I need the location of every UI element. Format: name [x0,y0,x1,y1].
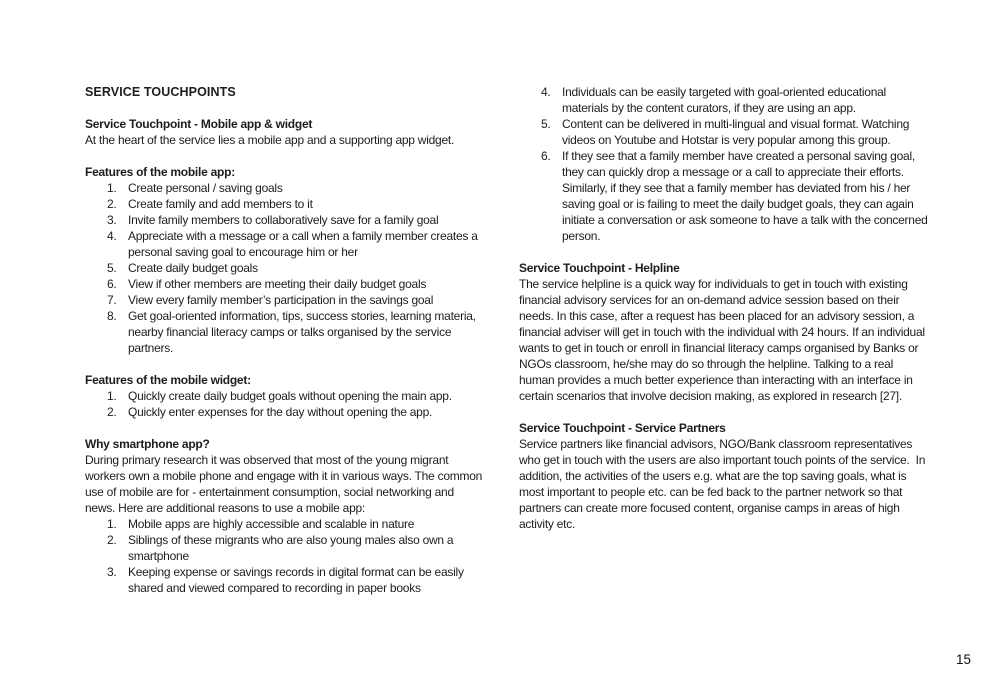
list-item-number: 1. [107,389,117,403]
list-item-text: View if other members are meeting their daily budget goals [128,277,427,291]
list-item-text: Get goal-oriented information, tips, success stories, learning materia, nearby financial literacy camps or talks organised by the service partners. [128,309,479,355]
list-item [85,516,487,532]
section-heading: Features of the mobile widget: [85,373,251,387]
section-body: Service partners like financial advisors, NGO/Bank classroom representatives who get in touch with the users are also important touch points of the service. In addition, the activities of the users e.g. what are the top saving goals, what is most important to people etc. can be fed back to the partner network so that partners can create more focused content, organise camps in areas of high activity etc. [519,437,929,531]
list-item [519,84,929,116]
features-widget-list [85,388,487,420]
list-item-number: 3. [107,565,117,579]
list-item [519,148,929,244]
list-item-number: 1. [107,517,117,531]
section-why-smartphone [85,436,487,596]
list-item-text: Appreciate with a message or a call when a family member creates a personal saving goal to encourage him or her [128,229,481,259]
list-item-number: 5. [107,261,117,275]
list-item-text: Individuals can be easily targeted with goal-oriented educational materials by the content curators, if they are using an app. [562,85,890,115]
list-item-text: Content can be delivered in multi-lingual and visual format. Watching videos on Youtube and Hotstar is very popular among this group. [562,117,913,147]
list-item-text: Quickly create daily budget goals without opening the main app. [128,389,452,403]
section-service-partners [519,420,929,532]
list-item-text: Create family and add members to it [128,197,313,211]
section-heading: Service Touchpoint - Helpline [519,261,680,275]
list-item [85,564,487,596]
left-column [85,84,487,596]
section-heading: Why smartphone app? [85,437,210,451]
list-item-number: 2. [107,533,117,547]
list-item [85,292,487,308]
list-item-text: Siblings of these migrants who are also young males also own a smartphone [128,533,457,563]
section-features-app [85,164,487,356]
section-features-widget [85,372,487,420]
list-item [85,212,487,228]
list-item [85,260,487,276]
section-heading: Service Touchpoint - Mobile app & widget [85,117,313,131]
section-heading: Features of the mobile app: [85,165,235,179]
document-title: SERVICE TOUCHPOINTS [85,85,236,99]
list-item-text: Mobile apps are highly accessible and scalable in nature [128,517,415,531]
list-item-number: 6. [541,149,551,163]
list-item-number: 8. [107,309,117,323]
section-mobile-app-widget [85,116,487,148]
list-item [85,180,487,196]
list-item [85,228,487,260]
section-reasons-continued [519,84,929,244]
section-body: The service helpline is a quick way for individuals to get in touch with existing financial advisory services for an on-demand advice session based on their needs. In this case, after a request has been placed for an advisory session, a financial adviser will get in touch with the individual with 24 hours. If an individual wants to get in touch or enroll in financial literacy camps organised by Banks or NGOs classroom, he/she may do so through the helpline. Talking to a real human provides a much better experience than interacting with an interface in certain scenarios that involve decision making, as explored in research [27]. [519,277,928,403]
list-item-number: 3. [107,213,117,227]
reasons-continued-list [519,84,929,244]
why-smartphone-list [85,516,487,596]
list-item-text: Quickly enter expenses for the day without opening the app. [128,405,433,419]
list-item [519,116,929,148]
list-item [85,532,487,564]
section-helpline [519,260,929,404]
list-item [85,276,487,292]
list-item-text: Keeping expense or savings records in digital format can be easily shared and viewed compared to recording in paper books [128,565,467,595]
section-body: At the heart of the service lies a mobile app and a supporting app widget. [85,133,455,147]
list-item-number: 2. [107,197,117,211]
list-item-number: 5. [541,117,551,131]
section-body: During primary research it was observed that most of the young migrant workers own a mobile phone and engage with it in various ways. The common use of mobile are for - entertainment consumption, social networking and news. Here are additional reasons to use a mobile app: [85,453,486,515]
list-item-number: 4. [107,229,117,243]
list-item [85,404,487,420]
list-item [85,388,487,404]
list-item-text: Create daily budget goals [128,261,258,275]
list-item-number: 1. [107,181,117,195]
list-item [85,196,487,212]
list-item-text: Invite family members to collaboratively save for a family goal [128,213,439,227]
list-item-text: View every family member’s participation in the savings goal [128,293,434,307]
section-heading: Service Touchpoint - Service Partners [519,421,726,435]
page-number: 15 [955,652,971,667]
list-item-number: 6. [107,277,117,291]
list-item-text: Create personal / saving goals [128,181,283,195]
list-item-text: If they see that a family member have created a personal saving goal, they can quickly drop a message or a call to appreciate their efforts. Similarly, if they see that a family member has deviated from his / her saving goal or is failing to meet the daily budget goals, they can again initiate a conversation or ask someone to have a talk with the concerned person. [562,149,931,243]
right-column [519,84,929,532]
list-item-number: 7. [107,293,117,307]
list-item-number: 4. [541,85,551,99]
list-item [85,308,487,356]
features-app-list [85,180,487,356]
list-item-number: 2. [107,405,117,419]
